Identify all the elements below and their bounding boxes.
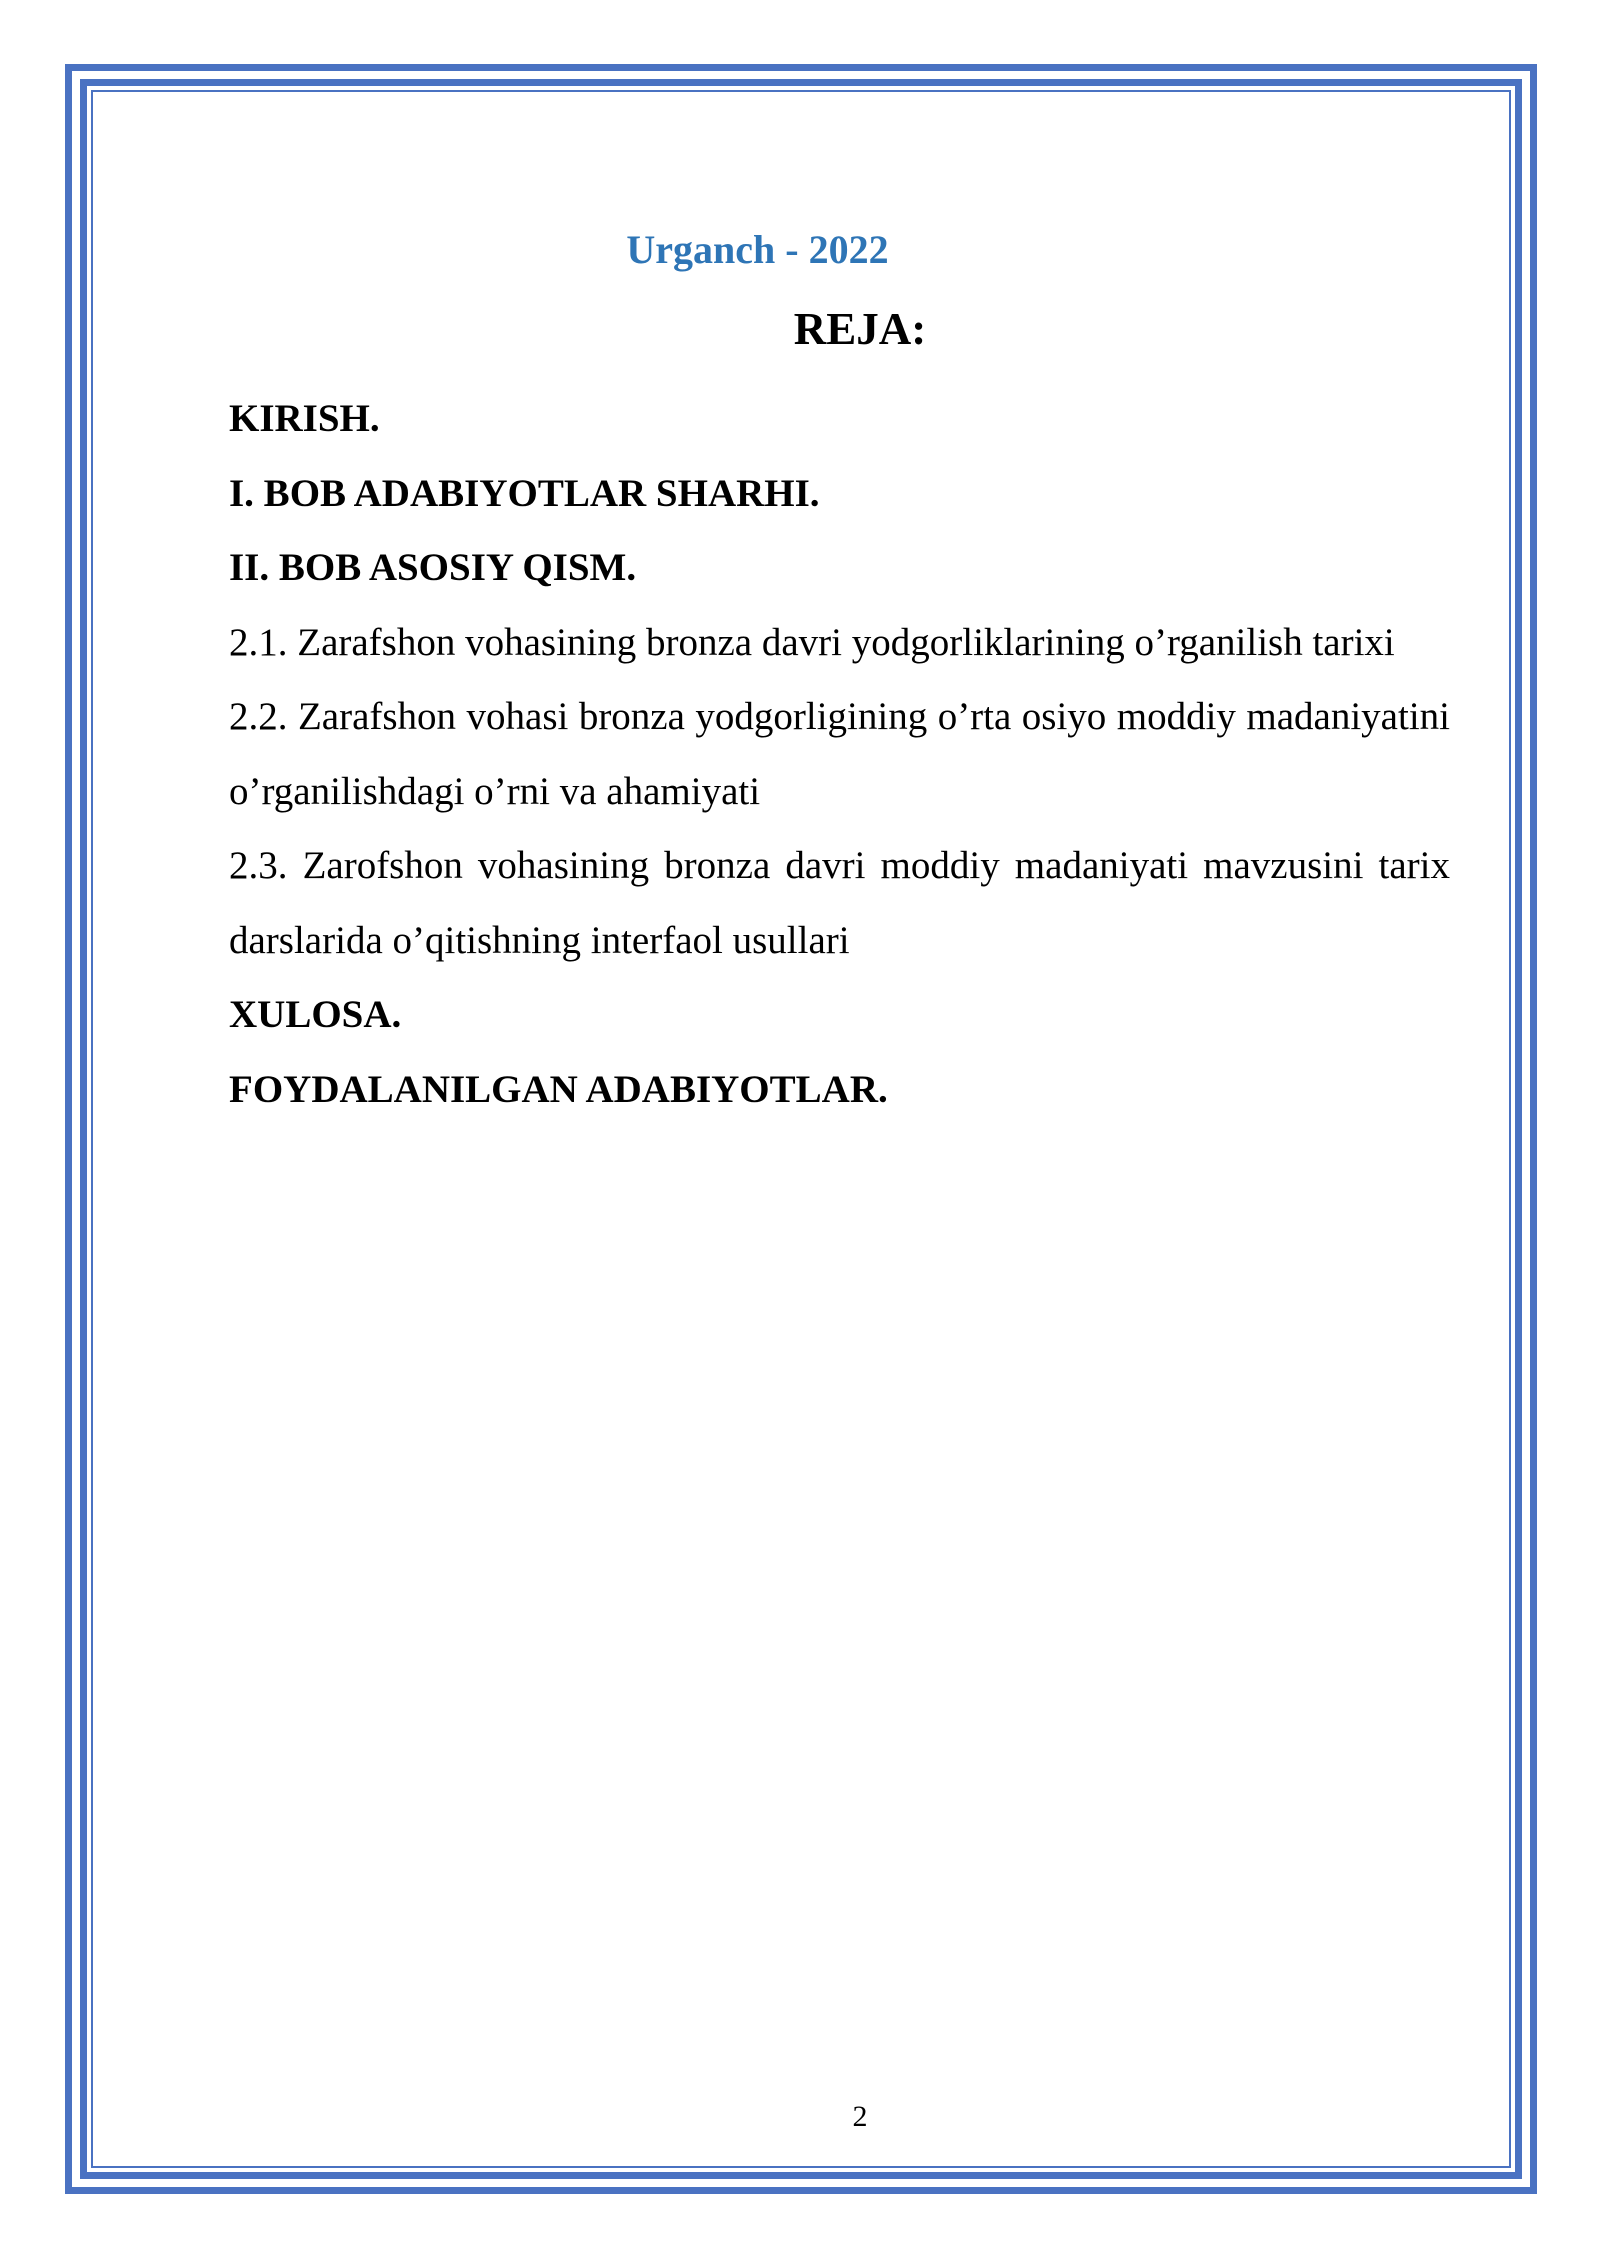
- city-year: Urganch - 2022: [626, 227, 889, 272]
- toc-references: FOYDALANILGAN ADABIYOTLAR.: [229, 1067, 888, 1111]
- toc-section-2-1: 2.1. Zarafshon vohasining bronza davri yodgorliklarining o’rganilish tarixi: [229, 620, 1395, 664]
- toc-section-2-2: 2.2. Zarafshon vohasi bronza yodgorligining o’rta osiyo moddiy madaniyatini o’rganilishdagi o’rni va ahamiyati: [229, 695, 1450, 813]
- toc-section-2-3: 2.3. Zarofshon vohasining bronza davri moddiy madaniyati mavzusini tarix darslarida o’qitishning interfaol usullari: [229, 844, 1450, 962]
- toc-conclusion: XULOSA.: [229, 993, 402, 1036]
- table-of-contents: [229, 382, 1450, 1127]
- toc-chapter-1: I. BOB ADABIYOTLAR SHARHI.: [229, 471, 820, 515]
- toc-introduction: KIRISH.: [229, 397, 380, 440]
- plan-title: REJA:: [793, 304, 927, 354]
- page-number: 2: [852, 2100, 868, 2133]
- toc-chapter-2: II. BOB ASOSIY QISM.: [229, 546, 637, 589]
